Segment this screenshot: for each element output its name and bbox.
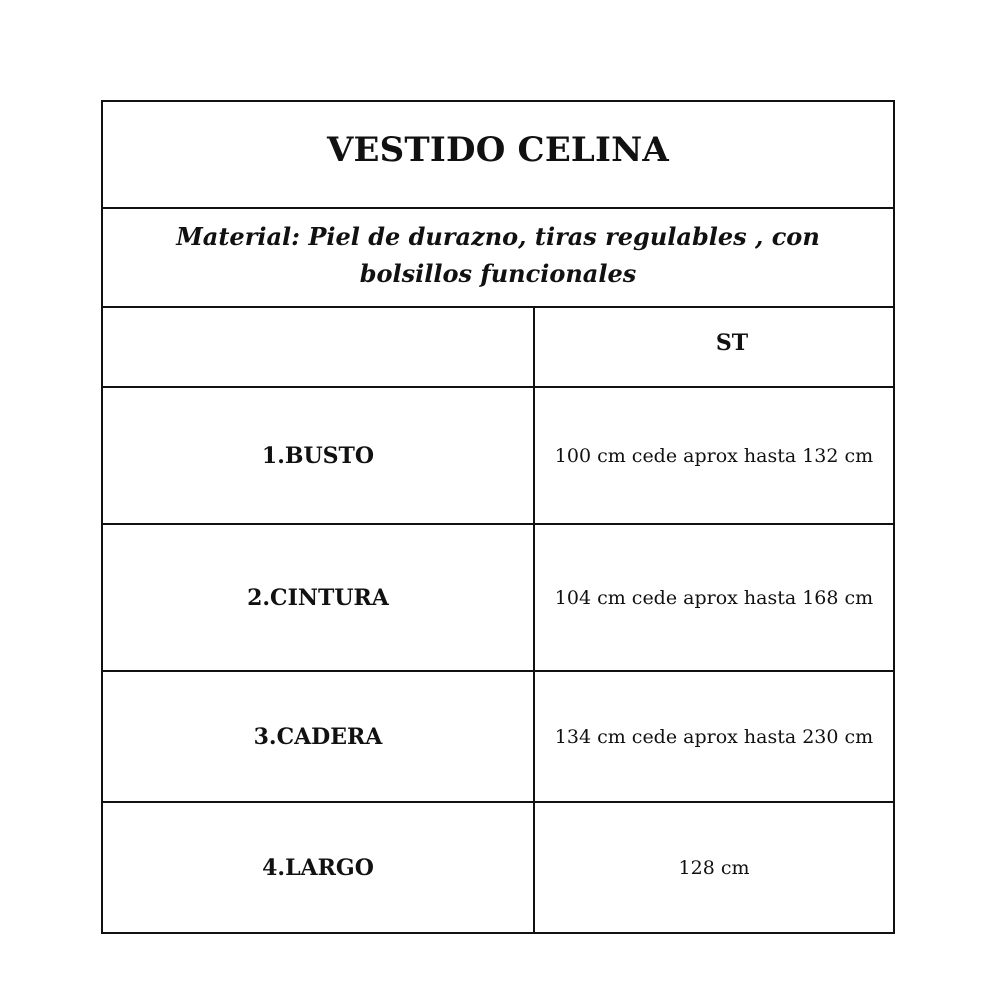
measurement-value: 104 cm cede aprox hasta 168 cm <box>554 586 874 609</box>
material-cell <box>103 209 893 306</box>
measurement-value: 100 cm cede aprox hasta 132 cm <box>554 444 874 467</box>
measurement-label-cell <box>103 672 535 801</box>
size-label: ST <box>715 330 749 356</box>
material-description: Material: Piel de durazno, tiras regulables , con bolsillos funcionales <box>176 221 820 288</box>
table-row <box>103 803 893 932</box>
measurement-value: 128 cm <box>678 856 750 879</box>
measurement-label: 2.CINTURA <box>247 584 389 611</box>
measurement-value: 134 cm cede aprox hasta 230 cm <box>554 725 874 748</box>
header-size-cell <box>535 308 893 386</box>
title-cell <box>103 102 893 207</box>
measurement-label: 3.CADERA <box>253 723 383 750</box>
measurement-label: 4.LARGO <box>262 854 374 881</box>
measurement-label-cell <box>103 803 535 932</box>
measurement-value-cell <box>535 525 893 670</box>
measurement-value-cell <box>535 803 893 932</box>
header-empty-cell <box>103 308 535 386</box>
measurement-value-cell <box>535 672 893 801</box>
title-row <box>103 102 893 209</box>
measurement-label: 1.BUSTO <box>261 442 375 469</box>
table-row <box>103 388 893 525</box>
size-chart-table <box>101 100 895 934</box>
measurement-label-cell <box>103 388 535 523</box>
table-row <box>103 525 893 672</box>
measurement-value-cell <box>535 388 893 523</box>
table-row <box>103 672 893 803</box>
measurement-label-cell <box>103 525 535 670</box>
material-row <box>103 209 893 308</box>
header-row <box>103 308 893 388</box>
product-title: VESTIDO CELINA <box>326 129 670 170</box>
